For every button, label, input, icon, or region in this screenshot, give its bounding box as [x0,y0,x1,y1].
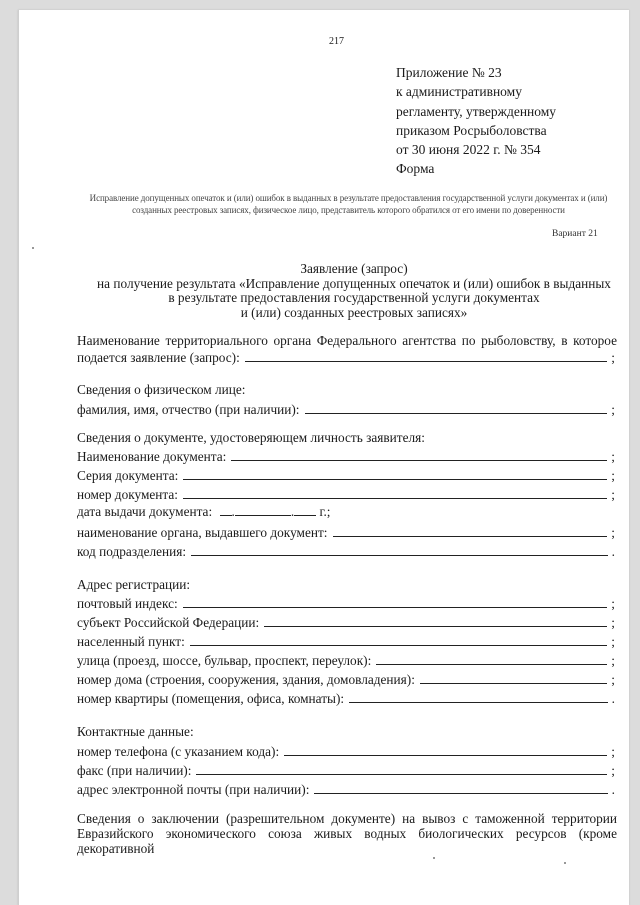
fill-line[interactable] [191,554,608,556]
person-heading: Сведения о физическом лице: [77,382,246,397]
fill-line[interactable] [376,663,607,665]
field-label: адрес электронной почты (при наличии): [77,782,310,797]
fill-line[interactable] [231,459,607,461]
fill-line[interactable] [196,773,607,775]
field-label: подается заявление (запрос): [77,350,240,365]
locality-field[interactable] [77,633,615,649]
document-page [18,10,629,905]
document-series-field[interactable] [77,467,615,483]
fill-line[interactable] [183,497,607,499]
field-end: ; [611,487,615,502]
address-heading: Адрес регистрации: [77,577,191,592]
appendix-line: регламенту, утвержденному [396,103,557,119]
year-blank[interactable] [294,504,316,516]
contacts-heading: Контактные данные: [77,724,194,739]
field-label: населенный пункт: [77,634,185,649]
field-end: ; [611,596,615,611]
scan-dot [32,247,34,249]
fill-line[interactable] [333,535,608,537]
fill-line[interactable] [284,754,607,756]
document-heading: Сведения о документе, удостоверяющем личность заявителя: [77,430,425,445]
field-end: ; [611,350,615,365]
document-name-field[interactable] [77,448,615,464]
date-separator: . [290,504,295,519]
field-label: факс (при наличии): [77,763,192,778]
field-end: ; [611,402,615,417]
division-code-field[interactable] [77,543,615,559]
field-end: ; [611,615,615,630]
postal-code-field[interactable] [77,595,615,611]
fio-field[interactable] [77,401,615,417]
fill-line[interactable] [349,701,608,703]
fill-line[interactable] [183,606,608,608]
fill-line[interactable] [264,625,607,627]
header-note: Исправление допущенных опечаток и (или) ошибок в выданных в результате предоставления государственной услуги документах и (или) созданных реестровых записях, физическое лицо, представитель которого обратился от его имени по доверенности [89,193,608,215]
fill-line[interactable] [190,644,607,646]
field-end: . [611,544,615,559]
field-end: . [611,691,615,706]
field-label: номер телефона (с указанием кода): [77,744,280,759]
fill-line[interactable] [420,682,607,684]
issue-date-field [77,504,330,520]
territorial-body-text: Наименование территориального органа Федерального агентства по рыболовству, в которое [77,333,617,348]
field-end: ; [611,449,615,464]
field-label: номер документа: [77,487,178,502]
page-number: 217 [329,36,344,47]
fill-line[interactable] [314,792,607,794]
street-field[interactable] [77,652,615,668]
date-suffix: г.; [319,504,331,519]
field-end: . [611,782,615,797]
field-end: ; [611,468,615,483]
day-blank[interactable] [220,504,232,516]
field-label: дата выдачи документа: [77,504,213,519]
fill-line[interactable] [305,412,608,414]
variant-label: Вариант 21 [552,229,598,239]
scan-dot [433,857,435,859]
field-label: код подразделения: [77,544,187,559]
field-label: фамилия, имя, отчество (при наличии): [77,402,300,417]
field-label: номер квартиры (помещения, офиса, комнаты): [77,691,345,706]
conclusion-text-line: Сведения о заключении (разрешительном документе) на вывоз с таможенной территории [77,811,617,826]
date-separator: . [231,504,235,519]
appendix-line: Форма [396,161,435,177]
title-line: в результате предоставления государственной услуги документах [168,290,540,306]
fill-line[interactable] [183,478,607,480]
field-label: номер дома (строения, сооружения, здания, домовладения): [77,672,415,687]
title-line: Заявление (запрос) [300,261,408,276]
field-label: наименование органа, выдавшего документ: [77,525,328,540]
title-line: на получение результата «Исправление допущенных опечаток и (или) ошибок в выданных [97,275,611,291]
scan-dot [564,862,566,864]
field-label: субъект Российской Федерации: [77,615,260,630]
region-field[interactable] [77,614,615,630]
field-end: ; [611,763,615,778]
field-end: ; [611,634,615,649]
appendix-line: приказом Росрыболовства [396,122,547,138]
field-end: ; [611,672,615,687]
fill-line[interactable] [245,360,607,362]
issuer-field[interactable] [77,524,615,540]
appendix-line: Приложение № 23 [396,65,502,80]
field-end: ; [611,653,615,668]
apartment-field[interactable] [77,690,615,706]
appendix-line: к административному [396,84,522,100]
conclusion-text-line: Евразийского экономического союза живых водных биологических ресурсов (кроме декоративной [77,826,617,856]
phone-field[interactable] [77,743,615,759]
appendix-line: от 30 июня 2022 г. № 354 [396,142,541,158]
field-label: Серия документа: [77,468,179,483]
form-title [79,262,629,320]
fax-field[interactable] [77,762,615,778]
document-number-field[interactable] [77,486,615,502]
month-blank[interactable] [235,504,291,516]
appendix-block [396,63,556,179]
field-label: улица (проезд, шоссе, бульвар, проспект, переулок): [77,653,372,668]
field-label: Наименование документа: [77,449,227,464]
field-label: почтовый индекс: [77,596,178,611]
house-number-field[interactable] [77,671,615,687]
title-line: и (или) созданных реестровых записях» [240,304,468,320]
email-field[interactable] [77,781,615,797]
field-end: ; [611,744,615,759]
territorial-body-field[interactable] [77,349,615,365]
field-end: ; [611,525,615,540]
